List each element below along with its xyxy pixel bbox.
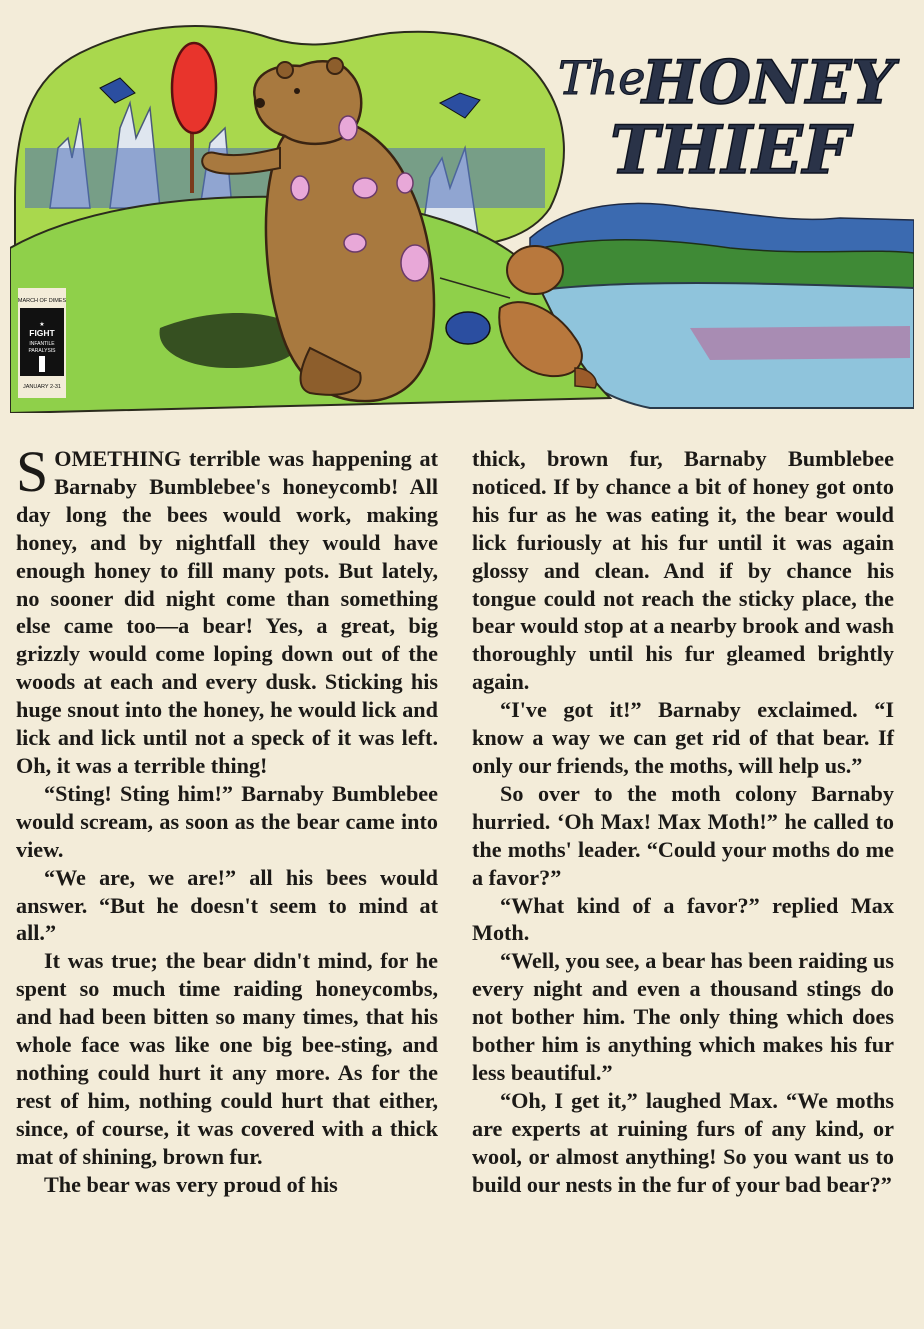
badge-sub1-text: INFANTILE — [29, 341, 55, 347]
drop-cap: S — [16, 439, 49, 504]
story-paragraph: The bear was very proud of his — [44, 1171, 338, 1197]
badge-main-text: FIGHT — [29, 328, 55, 338]
story-paragraph: thick, brown fur, Barnaby Bumblebee noticed. If by chance a bit of honey got onto his fur as he was eating it, the bear would lick furiously at his fur until it was again glossy and clean. And if by chance his tongue could not reach the sticky place, the bear would stop at a nearby brook and wash thoroughly until his fur gleamed brightly again. — [472, 446, 894, 695]
title-thief: THIEF — [610, 111, 850, 189]
story-paragraph: “Sting! Sting him!” Barnaby Bumblebee would scream, as soon as the bear came into view. — [16, 780, 438, 862]
story-paragraph: “What kind of a favor?” replied Max Moth. — [472, 892, 894, 946]
title-the: The — [558, 51, 646, 105]
story-column-right — [472, 445, 894, 1198]
story-paragraph: It was true; the bear didn't mind, for he spent so much time raiding honeycombs, and had been bitten so many times, that his whole face was like one big bee-sting, and nothing could hurt it any more. As for the rest of him, nothing could hurt that either, since, of course, it was covered with a thick mat of shining, brown fur. — [16, 948, 438, 1169]
story-title — [558, 48, 900, 189]
badge-date-text: JANUARY 2-31 — [22, 384, 62, 390]
story-illustration — [10, 8, 914, 413]
honey-thief-scene — [10, 8, 914, 413]
badge-top-text: MARCH OF DIMES — [17, 298, 67, 304]
story-paragraph: “I've got it!” Barnaby exclaimed. “I know a way we can get rid of that bear. If only our friends, the moths, will help us.” — [472, 697, 894, 778]
badge-sub2-text: PARALYSIS — [28, 348, 56, 354]
paragraph-text: OMETHING terrible was happening at Barnaby Bumblebee's honeycomb! All day long the bees would work, making honey, and by nightfall they would have enough honey to fill many pots. But lately, no sooner did night come than something else came too—a bear! Yes, a great, big grizzly would come loping down out of the woods at each and every dusk. Sticking his huge snout into the honey, he would lick and lick and lick until not a speck of it was left. Oh, it was a terrible thing! — [16, 446, 438, 778]
story-column-left — [16, 439, 438, 1198]
star-icon: ★ — [39, 322, 45, 328]
march-of-dimes-badge — [18, 288, 67, 398]
title-honey: HONEY — [642, 48, 895, 118]
story-paragraph: So over to the moth colony Barnaby hurried. ‘Oh Max! Max Moth!” he called to the moths' leader. “Could your moths do me a favor?” — [472, 780, 894, 890]
story-paragraph: “We are, we are!” all his bees would answer. “But he doesn't seem to mind at all.” — [16, 864, 438, 946]
story-paragraph — [16, 439, 438, 780]
story-paragraph: “Well, you see, a bear has been raiding us every night and even a thousand stings do not bother him. The only thing which does bother him is anything which makes his fur less beautiful.” — [472, 948, 894, 1085]
story-paragraph: “Oh, I get it,” laughed Max. “We moths are experts at ruining furs of any kind, or wool, or almost anything! So you want us to build our nests in the fur of your bad bear?” — [472, 1087, 894, 1197]
